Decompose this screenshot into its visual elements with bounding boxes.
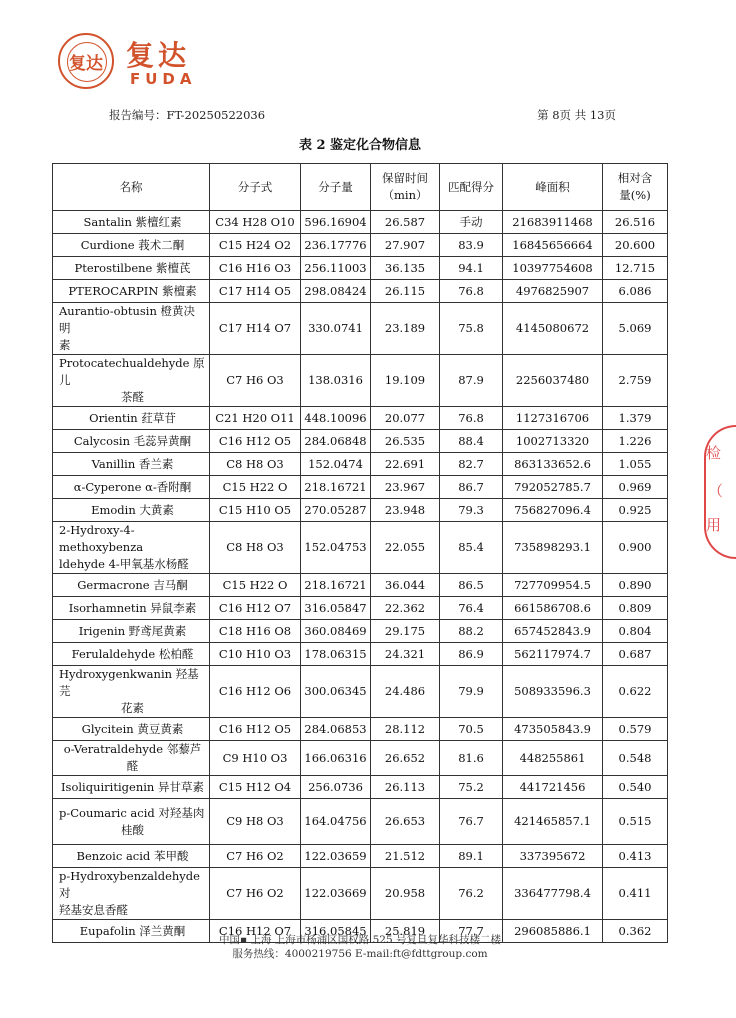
cell-rel: 1.055 xyxy=(603,453,668,476)
cell-mass: 448.10096 xyxy=(301,407,371,430)
cell-name-line1: 2-Hydroxy-4-methoxybenza xyxy=(59,523,144,554)
table-row xyxy=(53,407,668,430)
cell-score: 76.2 xyxy=(440,868,503,920)
cell-formula: C10 H10 O3 xyxy=(210,643,301,666)
cell-score: 76.7 xyxy=(440,799,503,845)
cell-mass: 284.06848 xyxy=(301,430,371,453)
cell-rt: 27.907 xyxy=(371,234,440,257)
cell-formula: C16 H12 O7 xyxy=(210,597,301,620)
cell-name xyxy=(53,355,210,407)
cell-mass: 256.0736 xyxy=(301,776,371,799)
cell-name: Curdione 莪术二酮 xyxy=(53,234,210,257)
cell-name: Isorhamnetin 异鼠李素 xyxy=(53,597,210,620)
cell-area: 727709954.5 xyxy=(503,574,603,597)
cell-mass: 122.03659 xyxy=(301,845,371,868)
cell-rel: 0.579 xyxy=(603,718,668,741)
cell-name: α-Cyperone α-香附酮 xyxy=(53,476,210,499)
cell-formula: C15 H22 O xyxy=(210,476,301,499)
cell-formula: C15 H10 O5 xyxy=(210,499,301,522)
cell-score: 88.2 xyxy=(440,620,503,643)
cell-rt: 26.115 xyxy=(371,280,440,303)
cell-name: Calycosin 毛蕊异黄酮 xyxy=(53,430,210,453)
cell-formula: C21 H20 O11 xyxy=(210,407,301,430)
cell-formula: C7 H6 O2 xyxy=(210,868,301,920)
cell-rel: 0.804 xyxy=(603,620,668,643)
cell-area: 863133652.6 xyxy=(503,453,603,476)
cell-rt: 22.055 xyxy=(371,522,440,574)
col-header-rel-line2: 量(%) xyxy=(619,188,651,202)
cell-area: 10397754608 xyxy=(503,257,603,280)
cell-area: 756827096.4 xyxy=(503,499,603,522)
cell-rt: 26.535 xyxy=(371,430,440,453)
table-row xyxy=(53,718,668,741)
cell-area: 21683911468 xyxy=(503,211,603,234)
cell-rel: 20.600 xyxy=(603,234,668,257)
table-row xyxy=(53,574,668,597)
table-row xyxy=(53,499,668,522)
cell-formula: C34 H28 O10 xyxy=(210,211,301,234)
cell-score: 75.2 xyxy=(440,776,503,799)
cell-rt: 23.948 xyxy=(371,499,440,522)
cell-rt: 26.653 xyxy=(371,799,440,845)
col-header-retention-time xyxy=(371,164,440,211)
table-row xyxy=(53,741,668,776)
cell-score: 79.3 xyxy=(440,499,503,522)
cell-score: 70.5 xyxy=(440,718,503,741)
cell-formula: C16 H16 O3 xyxy=(210,257,301,280)
report-number: 报告编号：FT-20250522036 xyxy=(109,108,266,122)
col-header-name: 名称 xyxy=(53,164,210,211)
cell-area: 473505843.9 xyxy=(503,718,603,741)
cell-rt: 19.109 xyxy=(371,355,440,407)
table-row xyxy=(53,280,668,303)
cell-rt: 26.113 xyxy=(371,776,440,799)
stamp-char-1: 检 xyxy=(706,444,722,462)
cell-rel: 0.809 xyxy=(603,597,668,620)
cell-name-line1: p-Coumaric acid 对羟基肉 xyxy=(59,805,205,820)
cell-area: 661586708.6 xyxy=(503,597,603,620)
cell-name: Ferulaldehyde 松柏醛 xyxy=(53,643,210,666)
cell-mass: 166.06316 xyxy=(301,741,371,776)
cell-area: 1002713320 xyxy=(503,430,603,453)
cell-area: 792052785.7 xyxy=(503,476,603,499)
cell-rt: 22.691 xyxy=(371,453,440,476)
cell-score: 88.4 xyxy=(440,430,503,453)
cell-name xyxy=(53,303,210,355)
cell-area: 448255861 xyxy=(503,741,603,776)
cell-rel: 0.548 xyxy=(603,741,668,776)
cell-mass: 152.0474 xyxy=(301,453,371,476)
cell-mass: 218.16721 xyxy=(301,574,371,597)
cell-area: 562117974.7 xyxy=(503,643,603,666)
cell-area: 441721456 xyxy=(503,776,603,799)
cell-formula: C15 H12 O4 xyxy=(210,776,301,799)
cell-formula: C16 H12 O5 xyxy=(210,430,301,453)
cell-score: 86.5 xyxy=(440,574,503,597)
cell-score: 手动 xyxy=(440,211,503,234)
table-row xyxy=(53,430,668,453)
cell-name-line2: 茶醛 xyxy=(121,390,144,404)
cell-score: 85.4 xyxy=(440,522,503,574)
logo-seal-glyph: 复达 xyxy=(69,53,103,74)
col-header-score: 匹配得分 xyxy=(440,164,503,211)
cell-rel: 0.515 xyxy=(603,799,668,845)
cell-name: o-Veratraldehyde 邻藜芦醛 xyxy=(53,741,210,776)
table-row xyxy=(53,620,668,643)
cell-rt: 23.967 xyxy=(371,476,440,499)
cell-rel: 5.069 xyxy=(603,303,668,355)
company-name-cn: 复达 xyxy=(126,39,191,72)
cell-rel: 1.379 xyxy=(603,407,668,430)
cell-rel: 0.687 xyxy=(603,643,668,666)
cell-rel: 2.759 xyxy=(603,355,668,407)
cell-name-line2: 桂酸 xyxy=(121,822,144,837)
cell-formula: C17 H14 O5 xyxy=(210,280,301,303)
cell-mass: 138.0316 xyxy=(301,355,371,407)
cell-name-line2: ldehyde 4-甲氧基水杨醛 xyxy=(59,557,189,571)
table-row xyxy=(53,211,668,234)
cell-rel: 6.086 xyxy=(603,280,668,303)
cell-rt: 28.112 xyxy=(371,718,440,741)
cell-mass: 178.06315 xyxy=(301,643,371,666)
cell-name: Santalin 紫檀红素 xyxy=(53,211,210,234)
cell-name: Eupafolin 泽兰黄酮 xyxy=(53,920,210,943)
cell-formula: C8 H8 O3 xyxy=(210,453,301,476)
cell-mass: 256.11003 xyxy=(301,257,371,280)
cell-mass: 218.16721 xyxy=(301,476,371,499)
cell-rt: 29.175 xyxy=(371,620,440,643)
cell-mass: 316.05845 xyxy=(301,920,371,943)
cell-name: Benzoic acid 苯甲酸 xyxy=(53,845,210,868)
table-row xyxy=(53,453,668,476)
cell-score: 83.9 xyxy=(440,234,503,257)
cell-rt: 26.587 xyxy=(371,211,440,234)
cell-mass: 236.17776 xyxy=(301,234,371,257)
table-row xyxy=(53,476,668,499)
cell-area: 1127316706 xyxy=(503,407,603,430)
cell-mass: 152.04753 xyxy=(301,522,371,574)
compound-table xyxy=(52,163,668,943)
cell-rt: 24.486 xyxy=(371,666,440,718)
cell-rt: 22.362 xyxy=(371,597,440,620)
page-indicator: 第 8页 共 13页 xyxy=(537,108,616,122)
col-header-relative-content xyxy=(603,164,668,211)
cell-rel: 12.715 xyxy=(603,257,668,280)
cell-area: 508933596.3 xyxy=(503,666,603,718)
cell-score: 77.7 xyxy=(440,920,503,943)
cell-rt: 26.652 xyxy=(371,741,440,776)
table-header-row xyxy=(53,164,668,211)
cell-formula: C15 H22 O xyxy=(210,574,301,597)
cell-rel: 0.900 xyxy=(603,522,668,574)
cell-formula: C8 H8 O3 xyxy=(210,522,301,574)
stamp-char-2: （ xyxy=(708,482,724,500)
cell-formula: C9 H8 O3 xyxy=(210,799,301,845)
cell-mass: 298.08424 xyxy=(301,280,371,303)
table-title: 表 2 鉴定化合物信息 xyxy=(298,138,422,153)
cell-area: 2256037480 xyxy=(503,355,603,407)
cell-name-line2: 羟基安息香醛 xyxy=(59,903,128,917)
company-name-en: FUDA xyxy=(130,70,197,88)
table-row xyxy=(53,666,668,718)
cell-mass: 164.04756 xyxy=(301,799,371,845)
cell-rt: 36.135 xyxy=(371,257,440,280)
cell-formula: C7 H6 O2 xyxy=(210,845,301,868)
cell-area: 4145080672 xyxy=(503,303,603,355)
col-header-mass: 分子量 xyxy=(301,164,371,211)
cell-score: 76.4 xyxy=(440,597,503,620)
cell-name: Emodin 大黄素 xyxy=(53,499,210,522)
cell-mass: 300.06345 xyxy=(301,666,371,718)
cell-area: 735898293.1 xyxy=(503,522,603,574)
cell-name: Vanillin 香兰素 xyxy=(53,453,210,476)
cell-rel: 0.362 xyxy=(603,920,668,943)
cell-formula: C7 H6 O3 xyxy=(210,355,301,407)
cell-name-line2: 素 xyxy=(59,338,71,352)
cell-score: 87.9 xyxy=(440,355,503,407)
cell-rt: 23.189 xyxy=(371,303,440,355)
cell-formula: C16 H12 O6 xyxy=(210,666,301,718)
table-row xyxy=(53,597,668,620)
cell-rt: 20.077 xyxy=(371,407,440,430)
footer-contact: 服务热线：4000219756 E-mail:ft@fdttgroup.com xyxy=(232,948,488,960)
company-logo-seal xyxy=(58,33,114,89)
cell-rt: 20.958 xyxy=(371,868,440,920)
cell-area: 16845656664 xyxy=(503,234,603,257)
table-row xyxy=(53,234,668,257)
cell-score: 81.6 xyxy=(440,741,503,776)
cell-mass: 596.16904 xyxy=(301,211,371,234)
cell-score: 89.1 xyxy=(440,845,503,868)
cell-score: 75.8 xyxy=(440,303,503,355)
table-row xyxy=(53,868,668,920)
table-row xyxy=(53,776,668,799)
table-row xyxy=(53,303,668,355)
table-row xyxy=(53,355,668,407)
footer-address: 中国▪ 上海 上海市杨浦区国权路 525 号复旦复华科技楼二楼 xyxy=(218,934,501,946)
cell-rel: 26.516 xyxy=(603,211,668,234)
cell-score: 86.7 xyxy=(440,476,503,499)
cell-mass: 284.06853 xyxy=(301,718,371,741)
cell-formula: C16 H12 O7 xyxy=(210,920,301,943)
cell-name xyxy=(53,799,210,845)
cell-name-line1: p-Hydroxybenzaldehyde 对 xyxy=(59,869,200,900)
cell-rt: 36.044 xyxy=(371,574,440,597)
cell-formula: C17 H14 O7 xyxy=(210,303,301,355)
cell-rel: 1.226 xyxy=(603,430,668,453)
cell-area: 4976825907 xyxy=(503,280,603,303)
table-row xyxy=(53,257,668,280)
cell-name xyxy=(53,522,210,574)
cell-rt: 25.819 xyxy=(371,920,440,943)
col-header-rt-line2: （min） xyxy=(382,188,428,202)
cell-name-line2: 花素 xyxy=(121,701,144,715)
cell-name xyxy=(53,666,210,718)
cell-area: 421465857.1 xyxy=(503,799,603,845)
cell-name: Orientin 荭草苷 xyxy=(53,407,210,430)
cell-name: Germacrone 吉马酮 xyxy=(53,574,210,597)
cell-area: 337395672 xyxy=(503,845,603,868)
table-row xyxy=(53,845,668,868)
cell-score: 76.8 xyxy=(440,280,503,303)
cell-area: 296085886.1 xyxy=(503,920,603,943)
col-header-rel-line1: 相对含 xyxy=(617,171,653,185)
cell-name-line1: Protocatechualdehyde 原儿 xyxy=(59,356,205,387)
cell-formula: C18 H16 O8 xyxy=(210,620,301,643)
cell-area: 336477798.4 xyxy=(503,868,603,920)
cell-name: Isoliquiritigenin 异甘草素 xyxy=(53,776,210,799)
cell-mass: 330.0741 xyxy=(301,303,371,355)
cell-score: 76.8 xyxy=(440,407,503,430)
cell-mass: 270.05287 xyxy=(301,499,371,522)
cell-rel: 0.925 xyxy=(603,499,668,522)
cell-formula: C16 H12 O5 xyxy=(210,718,301,741)
cell-mass: 122.03669 xyxy=(301,868,371,920)
cell-score: 82.7 xyxy=(440,453,503,476)
cell-name-line1: Aurantio-obtusin 橙黄决明 xyxy=(59,304,196,335)
cell-score: 94.1 xyxy=(440,257,503,280)
table-row xyxy=(53,799,668,845)
cell-rel: 0.413 xyxy=(603,845,668,868)
cell-rel: 0.622 xyxy=(603,666,668,718)
cell-formula: C9 H10 O3 xyxy=(210,741,301,776)
cell-rt: 24.321 xyxy=(371,643,440,666)
cell-name: Pterostilbene 紫檀芪 xyxy=(53,257,210,280)
cell-score: 79.9 xyxy=(440,666,503,718)
col-header-rt-line1: 保留时间 xyxy=(382,171,428,185)
cell-area: 657452843.9 xyxy=(503,620,603,643)
stamp-char-3: 用 xyxy=(706,516,722,534)
cell-rel: 0.969 xyxy=(603,476,668,499)
cell-rel: 0.411 xyxy=(603,868,668,920)
cell-name: Glycitein 黄豆黄素 xyxy=(53,718,210,741)
col-header-area: 峰面积 xyxy=(503,164,603,211)
cell-name-line1: Hydroxygenkwanin 羟基芫 xyxy=(59,667,199,698)
cell-rel: 0.540 xyxy=(603,776,668,799)
cell-mass: 360.08469 xyxy=(301,620,371,643)
col-header-formula: 分子式 xyxy=(210,164,301,211)
cell-formula: C15 H24 O2 xyxy=(210,234,301,257)
cell-rt: 21.512 xyxy=(371,845,440,868)
cell-mass: 316.05847 xyxy=(301,597,371,620)
cell-rel: 0.890 xyxy=(603,574,668,597)
cell-score: 86.9 xyxy=(440,643,503,666)
cell-name xyxy=(53,868,210,920)
table-row xyxy=(53,643,668,666)
table-row xyxy=(53,522,668,574)
cell-name: Irigenin 野鸢尾黄素 xyxy=(53,620,210,643)
cell-name: PTEROCARPIN 紫檀素 xyxy=(53,280,210,303)
